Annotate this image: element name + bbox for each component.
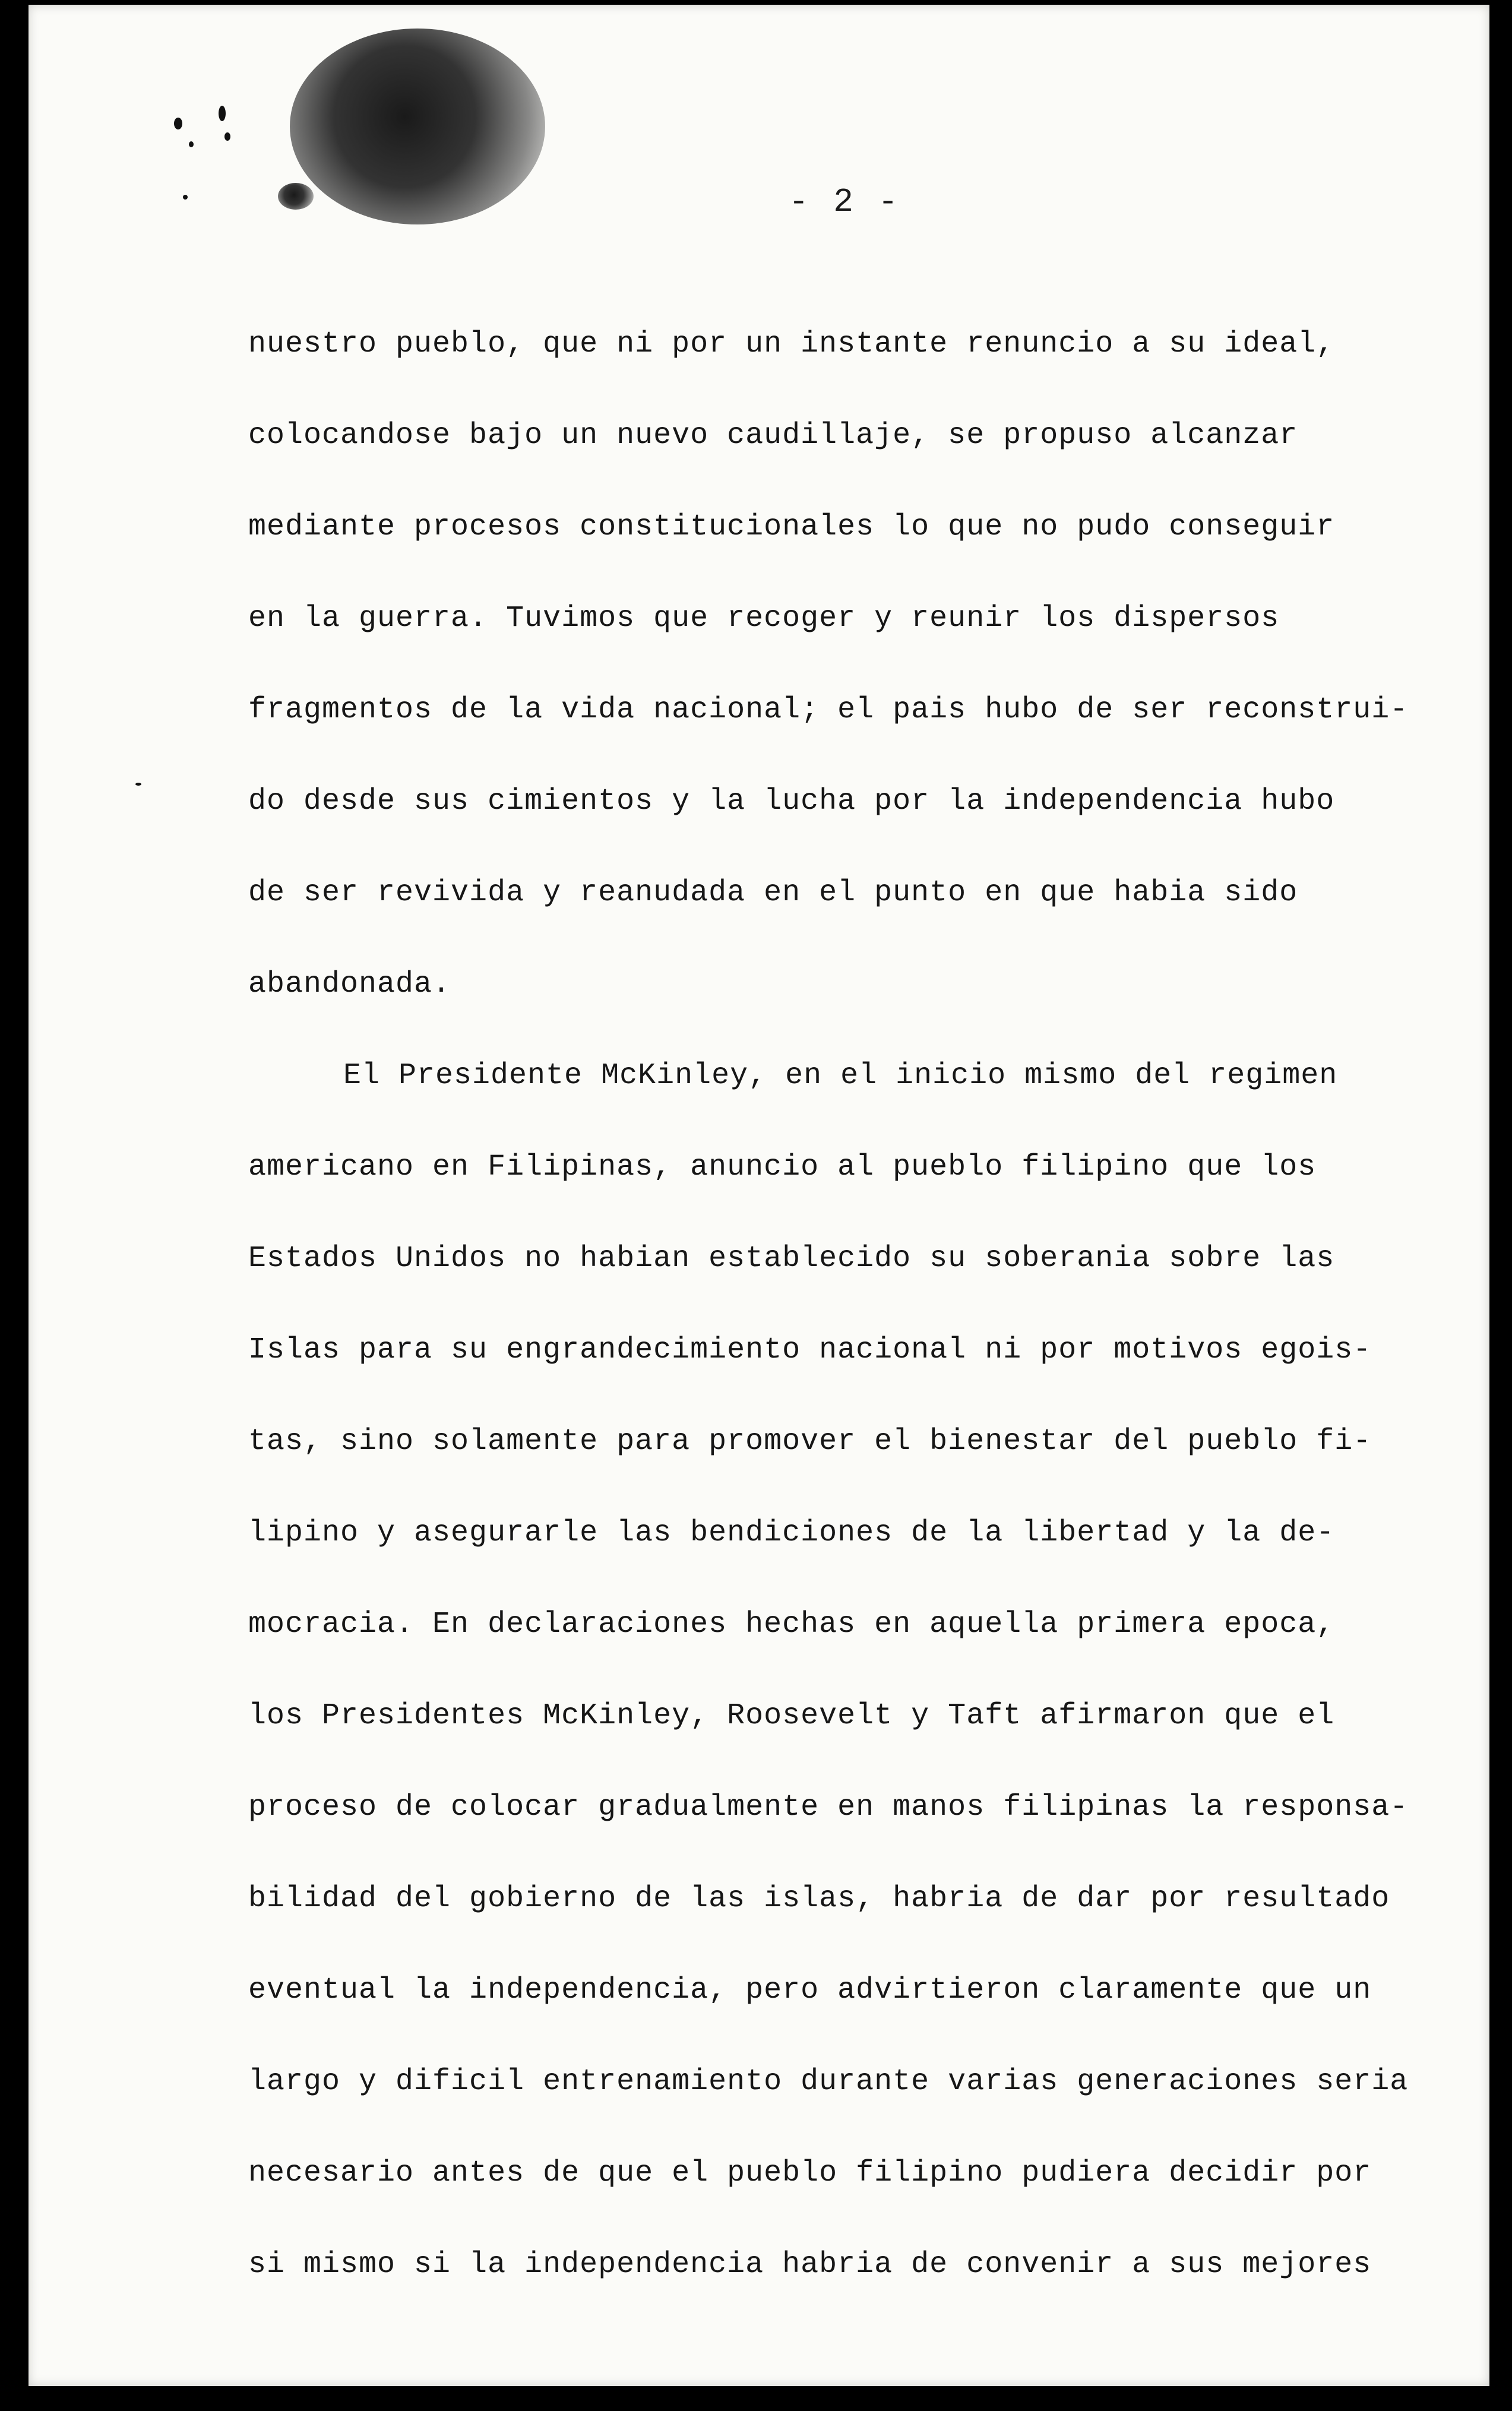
text-line: tas, sino solamente para promover el bienestar del pueblo fi- [248,1425,1372,1458]
document-page [29,5,1489,2386]
ink-speck [174,118,182,129]
text-line: americano en Filipinas, anuncio al pueblo filipino que los [248,1150,1317,1184]
ink-speck [219,106,226,121]
paragraph-start-line: El Presidente McKinley, en el inicio mismo del regimen [343,1059,1338,1093]
ink-speck [189,141,194,147]
ink-stain-small [278,183,314,210]
text-line: Islas para su engrandecimiento nacional ni por motivos egois- [248,1333,1372,1367]
ink-speck [224,132,230,141]
text-line: Estados Unidos no habian establecido su soberania sobre las [248,1242,1335,1276]
text-line: los Presidentes McKinley, Roosevelt y Taft afirmaron que el [248,1699,1335,1733]
text-line: colocandose bajo un nuevo caudillaje, se propuso alcanzar [248,419,1298,453]
text-line: nuestro pueblo, que ni por un instante renuncio a su ideal, [248,327,1335,361]
text-line: largo y dificil entrenamiento durante varias generaciones seria [248,2065,1409,2099]
text-line: bilidad del gobierno de las islas, habria de dar por resultado [248,1882,1390,1916]
text-line: mediante procesos constitucionales lo que no pudo conseguir [248,510,1335,544]
text-line: fragmentos de la vida nacional; el pais hubo de ser reconstrui- [248,693,1409,727]
text-line: abandonada. [248,967,451,1001]
text-line: eventual la independencia, pero advirtieron claramente que un [248,1973,1372,2007]
body-text [248,299,1418,2311]
text-line: lipino y asegurarle las bendiciones de la libertad y la de- [248,1516,1335,1550]
text-line: de ser revivida y reanudada en el punto en que habia sido [248,876,1298,910]
text-line: en la guerra. Tuvimos que recoger y reunir los dispersos [248,602,1280,635]
page-number: - 2 - [789,183,901,221]
text-line: si mismo si la independencia habria de convenir a sus mejores [248,2248,1372,2282]
text-line: mocracia. En declaraciones hechas en aquella primera epoca, [248,1608,1335,1641]
ink-speck [135,783,141,786]
text-line: do desde sus cimientos y la lucha por la independencia hubo [248,784,1335,818]
text-line: proceso de colocar gradualmente en manos filipinas la responsa- [248,1790,1409,1824]
text-line: necesario antes de que el pueblo filipino pudiera decidir por [248,2156,1372,2190]
ink-speck [183,195,188,200]
ink-stain [290,29,545,224]
